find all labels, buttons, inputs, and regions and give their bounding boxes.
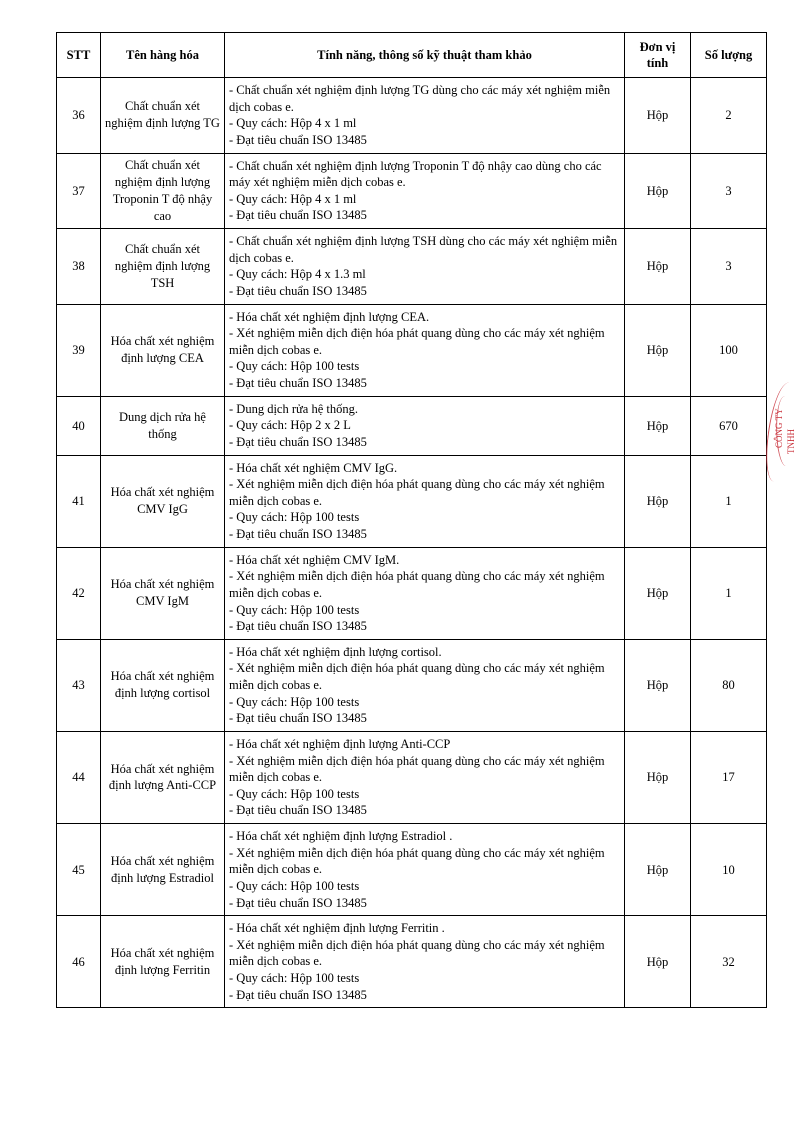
cell-quantity: 1 <box>691 547 767 639</box>
cell-stt: 44 <box>57 731 101 823</box>
column-header-qty: Số lượng <box>691 33 767 78</box>
specification-line: - Xét nghiệm miễn dịch điện hóa phát quang dùng cho các máy xét nghiệm miễn dịch cobas e. <box>229 661 605 692</box>
specification-line: - Đạt tiêu chuẩn ISO 13485 <box>229 711 367 726</box>
column-header-spec: Tính năng, thông số kỹ thuật tham khảo <box>225 33 625 78</box>
table-row <box>57 153 767 229</box>
cell-product-name: Hóa chất xét nghiệm định lượng Anti-CCP <box>101 731 225 823</box>
table-row <box>57 396 767 455</box>
cell-specification <box>225 229 625 305</box>
cell-product-name: Hóa chất xét nghiệm định lượng Ferritin <box>101 916 225 1008</box>
cell-unit: Hộp <box>625 229 691 305</box>
specification-line: - Chất chuẩn xét nghiệm định lượng TSH dùng cho các máy xét nghiệm miễn dịch cobas e. <box>229 234 618 265</box>
cell-quantity: 2 <box>691 78 767 154</box>
cell-unit: Hộp <box>625 455 691 547</box>
goods-specification-table <box>56 32 767 1008</box>
specification-line: - Xét nghiệm miễn dịch điện hóa phát quang dùng cho các máy xét nghiệm miễn dịch cobas e. <box>229 326 605 357</box>
cell-stt: 46 <box>57 916 101 1008</box>
cell-unit: Hộp <box>625 824 691 916</box>
specification-line: - Xét nghiệm miễn dịch điện hóa phát quang dùng cho các máy xét nghiệm miễn dịch cobas e. <box>229 845 605 877</box>
cell-quantity: 32 <box>691 916 767 1008</box>
cell-product-name: Hóa chất xét nghiệm CMV IgG <box>101 455 225 547</box>
cell-specification <box>225 639 625 731</box>
specification-line: - Hóa chất xét nghiệm định lượng Ferritin . <box>229 921 445 936</box>
cell-specification <box>225 824 625 916</box>
specification-line: - Đạt tiêu chuẩn ISO 13485 <box>229 987 367 1002</box>
specification-line: - Quy cách: Hộp 100 tests <box>229 602 360 617</box>
cell-quantity: 3 <box>691 153 767 229</box>
table-row <box>57 78 767 154</box>
cell-quantity: 1 <box>691 455 767 547</box>
specification-line: - Hóa chất xét nghiệm CMV IgG. <box>229 460 398 475</box>
seal-arc-inner <box>774 395 798 466</box>
cell-stt: 39 <box>57 304 101 396</box>
table-row <box>57 547 767 639</box>
cell-specification <box>225 304 625 396</box>
cell-stt: 40 <box>57 396 101 455</box>
cell-specification <box>225 916 625 1008</box>
specification-line: - Đạt tiêu chuẩn ISO 13485 <box>229 803 367 818</box>
specification-line: - Đạt tiêu chuẩn ISO 13485 <box>229 895 367 910</box>
column-header-name: Tên hàng hóa <box>101 33 225 78</box>
cell-specification <box>225 731 625 823</box>
specification-line: - Chất chuẩn xét nghiệm định lượng Troponin T độ nhậy cao dùng cho các máy xét nghiệm miễn dịch cobas e. <box>229 158 602 190</box>
cell-stt: 41 <box>57 455 101 547</box>
specification-line: - Đạt tiêu chuẩn ISO 13485 <box>229 132 367 147</box>
table-header <box>57 33 767 78</box>
cell-specification <box>225 396 625 455</box>
specification-line: - Quy cách: Hộp 100 tests <box>229 971 360 985</box>
table-row <box>57 639 767 731</box>
cell-unit: Hộp <box>625 78 691 154</box>
cell-stt: 45 <box>57 824 101 916</box>
specification-line: - Đạt tiêu chuẩn ISO 13485 <box>229 619 367 634</box>
cell-unit: Hộp <box>625 547 691 639</box>
specification-line: - Đạt tiêu chuẩn ISO 13485 <box>229 283 367 298</box>
table-row <box>57 304 767 396</box>
cell-unit: Hộp <box>625 396 691 455</box>
cell-specification <box>225 78 625 154</box>
cell-specification <box>225 455 625 547</box>
specification-line: - Chất chuẩn xét nghiệm định lượng TG dùng cho các máy xét nghiệm miễn dịch cobas e. <box>229 83 611 114</box>
table-row <box>57 455 767 547</box>
specification-line: - Đạt tiêu chuẩn ISO 13485 <box>229 434 367 449</box>
specification-line: - Quy cách: Hộp 4 x 1 ml <box>229 191 357 206</box>
cell-stt: 37 <box>57 153 101 229</box>
cell-stt: 43 <box>57 639 101 731</box>
cell-product-name: Chất chuẩn xét nghiệm định lượng TG <box>101 78 225 154</box>
cell-quantity: 17 <box>691 731 767 823</box>
specification-line: - Hóa chất xét nghiệm định lượng Anti-CCP <box>229 736 451 751</box>
specification-line: - Quy cách: Hộp 4 x 1.3 ml <box>229 267 366 282</box>
specification-line: - Đạt tiêu chuẩn ISO 13485 <box>229 527 367 541</box>
cell-product-name: Hóa chất xét nghiệm định lượng cortisol <box>101 639 225 731</box>
cell-unit: Hộp <box>625 731 691 823</box>
specification-line: - Xét nghiệm miễn dịch điện hóa phát quang dùng cho các máy xét nghiệm miễn dịch cobas e. <box>229 569 605 600</box>
specification-line: - Quy cách: Hộp 4 x 1 ml <box>229 116 357 131</box>
cell-unit: Hộp <box>625 153 691 229</box>
specification-line: - Quy cách: Hộp 2 x 2 L <box>229 418 351 433</box>
seal-text-line2: TNHH <box>786 429 796 454</box>
specification-line: - Xét nghiệm miễn dịch điện hóa phát quang dùng cho các máy xét nghiệm miễn dịch cobas e. <box>229 753 605 785</box>
cell-quantity: 80 <box>691 639 767 731</box>
cell-unit: Hộp <box>625 916 691 1008</box>
cell-quantity: 3 <box>691 229 767 305</box>
table-header-row <box>57 33 767 78</box>
specification-line: - Hóa chất xét nghiệm định lượng cortisol. <box>229 644 442 659</box>
specification-line: - Đạt tiêu chuẩn ISO 13485 <box>229 208 367 223</box>
seal-text-line1: CÔNG TY <box>774 408 784 448</box>
column-header-stt: STT <box>57 33 101 78</box>
specification-line: - Xét nghiệm miễn dịch điện hóa phát quang dùng cho các máy xét nghiệm miễn dịch cobas e. <box>229 937 605 969</box>
cell-product-name: Dung dịch rửa hệ thống <box>101 396 225 455</box>
specification-line: - Hóa chất xét nghiệm định lượng CEA. <box>229 309 430 324</box>
specification-line: - Hóa chất xét nghiệm CMV IgM. <box>229 552 400 567</box>
cell-quantity: 100 <box>691 304 767 396</box>
cell-stt: 42 <box>57 547 101 639</box>
specification-line: - Hóa chất xét nghiệm định lượng Estradiol . <box>229 829 453 843</box>
specification-line: - Quy cách: Hộp 100 tests <box>229 359 360 374</box>
specification-line: - Quy cách: Hộp 100 tests <box>229 694 360 709</box>
seal-arc-outer <box>763 381 800 483</box>
cell-product-name: Hóa chất xét nghiệm CMV IgM <box>101 547 225 639</box>
specification-line: - Xét nghiệm miễn dịch điện hóa phát quang dùng cho các máy xét nghiệm miễn dịch cobas e. <box>229 477 605 508</box>
cell-quantity: 670 <box>691 396 767 455</box>
cell-stt: 36 <box>57 78 101 154</box>
cell-product-name: Hóa chất xét nghiệm định lượng CEA <box>101 304 225 396</box>
table-row <box>57 916 767 1008</box>
red-seal-mark <box>764 378 798 488</box>
table-row <box>57 824 767 916</box>
column-header-unit: Đơn vị tính <box>625 33 691 78</box>
table-row <box>57 229 767 305</box>
cell-product-name: Hóa chất xét nghiệm định lượng Estradiol <box>101 824 225 916</box>
specification-line: - Quy cách: Hộp 100 tests <box>229 786 360 801</box>
cell-product-name: Chất chuẩn xét nghiệm định lượng Troponin T độ nhậy cao <box>101 153 225 229</box>
cell-specification <box>225 153 625 229</box>
specification-line: - Quy cách: Hộp 100 tests <box>229 510 360 525</box>
cell-unit: Hộp <box>625 304 691 396</box>
cell-specification <box>225 547 625 639</box>
specification-line: - Dung dịch rửa hệ thống. <box>229 401 358 416</box>
specification-line: - Đạt tiêu chuẩn ISO 13485 <box>229 376 367 390</box>
specification-line: - Quy cách: Hộp 100 tests <box>229 878 360 893</box>
table-row <box>57 731 767 823</box>
cell-product-name: Chất chuẩn xét nghiệm định lượng TSH <box>101 229 225 305</box>
table-body <box>57 78 767 1008</box>
cell-unit: Hộp <box>625 639 691 731</box>
cell-quantity: 10 <box>691 824 767 916</box>
cell-stt: 38 <box>57 229 101 305</box>
